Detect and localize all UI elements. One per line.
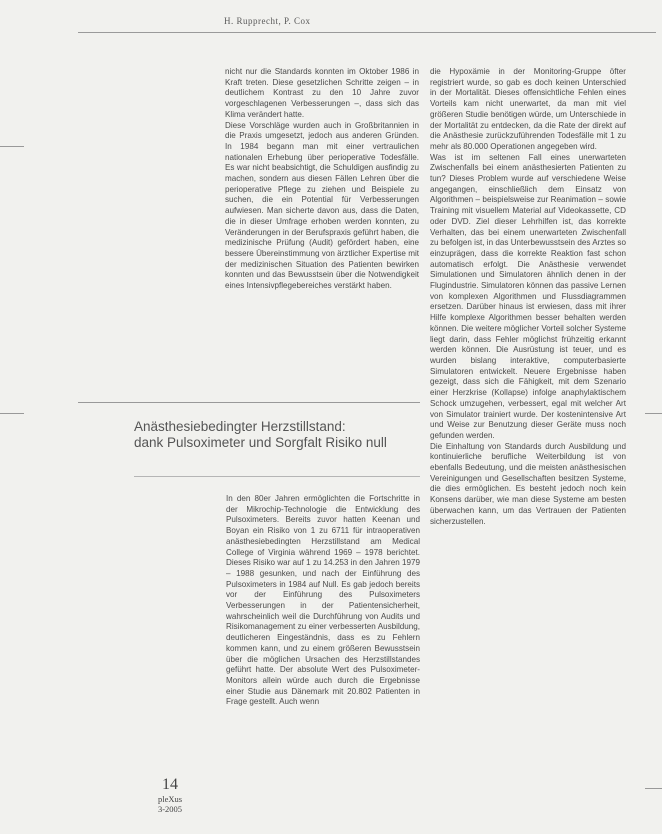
right-margin-rule-lower — [645, 788, 662, 789]
column-left-bottom — [226, 494, 420, 816]
paragraph: Die Einhaltung von Standards durch Ausbildung und kontinuierliche berufliche Weiterbildung ist von ebenfalls Bedeutung, und die meisten anästhesischen Vereinigungen und Gesellschaften besitzen Systeme, die dies ermöglichen. Es besteht jedoch noch kein Konsens darüber, wie man diese Systeme am besten überwachen kann, um das Vertrauen der Patienten sicherzustellen. — [430, 441, 626, 526]
column-right — [430, 67, 626, 772]
right-margin-rule — [645, 413, 662, 414]
paragraph: In den 80er Jahren ermöglichten die Fortschritte in der Mikrochip-Technologie die Entwicklung des Pulsoximeters. Bereits zuvor hatten Keenan und Boyan ein Risiko von 1 zu 6711 für intraoperativen anästhesiebedingten Herzstillstand am Medical College of Virginia während 1969 – 1978 berichtet. Dieses Risiko war auf 1 zu 14.253 in den Jahren 1979 – 1988 gesunken, und nach der Einführung des Pulsoximeters in 1984 auf Null. Es gab jedoch bereits vor der Einführung des Pulsoximeters Verbesserungen in der Patientensicherheit, wahrscheinlich weil die Durchführung von Audits und Risikomanagement zu einer verbesserten Ausbildung, deutlicheren Eingeständnis, dass es zu Fehlern kommen kann, und zu einem größeren Bewusstsein über die möglichen Ursachen des Herzstillstandes geführt hatte. Der absolute Wert des Pulsoximeter-Monitors allein würde auch durch die Ergebnisse einer Studie aus Dänemark mit 20.802 Patienten in Frage gestellt. Auch wenn — [226, 494, 420, 707]
heading-line-2: dank Pulsoximeter und Sorgfalt Risiko null — [134, 435, 387, 450]
left-margin-rule — [0, 146, 24, 147]
left-margin-rule-lower — [0, 413, 24, 414]
page-number: 14 — [162, 776, 178, 793]
top-rule — [78, 32, 656, 33]
heading-line-1: Anästhesiebedingter Herzstillstand: — [134, 419, 346, 434]
paragraph: Was ist im seltenen Fall eines unerwarteten Zwischenfalls bei einem anästhesierten Patienten zu tun? Dieses Problem wurde auf verschiedene Weise angegangen, einschließlich dem Einsatz von Algorithmen – beispielsweise zur Reanimation – sowie Training mit visuellem Material auf Videokassette, CD oder DVD. Ziel dieser Lehrhilfen ist, das korrekte Verhalten, das bei einem unerwarteten Zwischenfall zu befolgen ist, in das Unterbewusstsein des Arztes so einzuprägen, dass die korrekte Reaktion fast schon automatisch erfolgt. Die Anästhesie verwendet Simulationen und Simulatoren ähnlich denen in der Flugindustrie. Simulatoren können das passive Lernen von komplexen Algorithmen und Flussdiagrammen ersetzen. Darüber hinaus ist erwiesen, dass mit ihrer Hilfe komplexe Algorithmen besser behalten werden können. Die weitere möglicher Vorteil solcher Systeme liegt darin, dass Fehler möglichst frühzeitig erkannt werden können. Die Ausrüstung ist teuer, und es wurden bislang interaktive, computerbasierte Simulatoren entwickelt. Neuere Ergebnisse haben gezeigt, dass sich die Fähigkeit, mit dem Szenario einer Herzkrise (Kollapse) infolge anaphylaktischem Schock umzugehen, verbessert, egal mit welcher Art von Simulator trainiert wurde. Der kostenintensive Art und Weise zur Benutzung dieser Geräte muss noch gefunden werden. — [430, 152, 626, 440]
issue-number: 3-2005 — [157, 804, 183, 814]
running-head: H. Rupprecht, P. Cox — [224, 16, 311, 26]
paragraph: die Hypoxämie in der Monitoring-Gruppe öfter registriert wurde, so gab es doch keinen Unterschied in der Mortalität. Dieses offensichtliche Fehlen eines Vorteils kam nicht unerwartet, da man mit viel größeren Studie benötigen würde, um Unterschiede in der Mortalität zu entdecken, da die Rate der direkt auf die Anästhesie zurückzuführenden Todesfälle mit 1 zu mehr als 80.000 Operationen angegeben wird. — [430, 67, 626, 151]
heading-bottom-rule — [134, 476, 420, 477]
paragraph: Diese Vorschläge wurden auch in Großbritannien in die Praxis umgesetzt, jedoch aus anderen Gründen. In 1984 begann man mit einer vertraulichen nationalen Erhebung über perioperative Todesfälle. Es war nicht beabsichtigt, die Schuldigen ausfindig zu machen, sondern aus diesen Fällen Lehren über die perioperative Pflege zu ziehen und Beispiele zu suchen, die ein Potential für Verbesserungen aufwiesen. Man sicherte davon aus, dass die Daten, die in dieser Umfrage erhoben werden konnten, zu Veränderungen in der Berufspraxis geführt haben, die medizinische Prüfung (Audit) gefördert haben, eine bessere Übereinstimmung von ärztlicher Expertise mit der medizinischen Situation des Patienten bewirken konnten und das Bewusstsein über die Notwendigkeit eines Intensivpflegebereiches verstärkt haben. — [225, 120, 419, 291]
magazine-name: pleXus — [157, 794, 183, 804]
heading-top-rule — [78, 402, 420, 403]
paragraph: nicht nur die Standards konnten im Oktober 1986 in Kraft treten. Diese gesetzlichen Schritte zeigen – in deutlichem Kontrast zu den 10 Jahre zuvor vorgeschlagenen Verbesserungen –, dass sich das Klima verändert hatte. — [225, 67, 419, 119]
section-heading — [134, 419, 406, 451]
folio — [150, 776, 190, 814]
column-left-top — [225, 67, 419, 393]
